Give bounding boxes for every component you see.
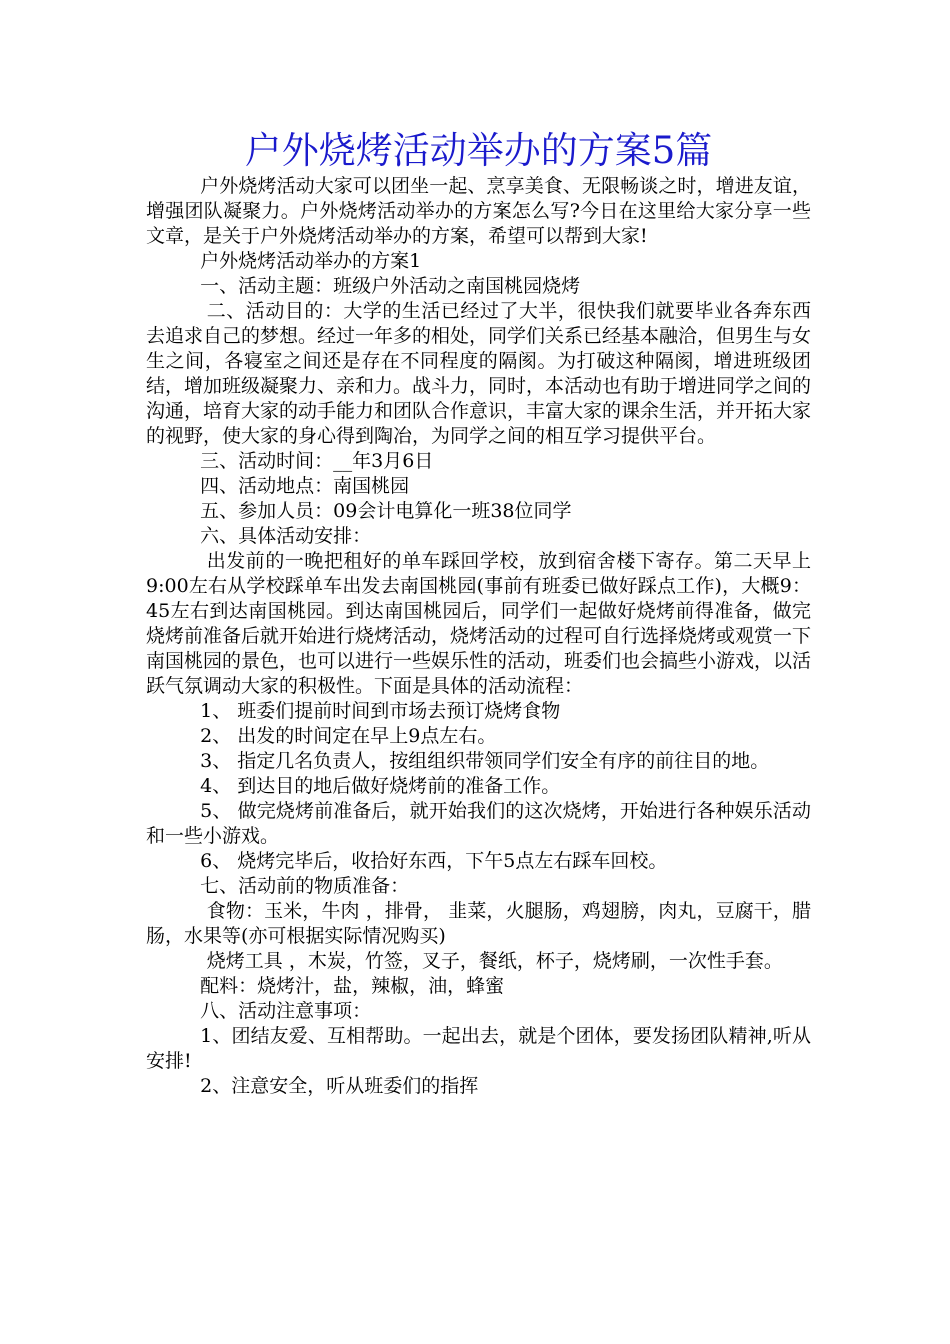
list-item: 1、团结友爱、互相帮助。一起出去，就是个团体，要发扬团队精神,听从安排! [146,1025,811,1072]
list-item: 4、 到达目的地后做好烧烤前的准备工作。 [200,775,561,797]
list-item: 2、 出发的时间定在早上9点左右。 [200,725,497,747]
arrangement-heading: 六、具体活动安排： [200,525,372,547]
intro-paragraph: 户外烧烤活动大家可以团坐一起、烹享美食、无限畅谈之时，增进友谊，增强团队凝聚力。户外烧烤活动举办的方案怎么写?今日在这里给大家分享一些文章，是关于户外烧烤活动举办的方案，希望可以帮到大家! [146,175,811,247]
food-list: 食物：玉米，牛肉 ，排骨， 韭菜，火腿肠，鸡翅膀，肉丸，豆腐干，腊肠，水果等(亦可根据实际情况购买) [146,900,811,947]
section-heading: 户外烧烤活动举办的方案1 [200,250,422,272]
activity-theme: 一、活动主题：班级户外活动之南国桃园烧烤 [200,275,581,297]
document-page [146,128,811,1099]
activity-location: 四、活动地点：南国桃园 [200,475,410,497]
list-item: 5、 做完烧烤前准备后，就开始我们的这次烧烤，开始进行各种娱乐活动和一些小游戏。 [146,800,811,847]
ingredients-list: 配料：烧烤汁，盐，辣椒，油，蜂蜜 [200,975,505,997]
list-item: 3、 指定几名负责人，按组组织带领同学们安全有序的前往目的地。 [200,750,770,772]
participants: 五、参加人员：09会计电算化一班38位同学 [200,500,572,522]
document-body [146,174,811,1099]
notes-heading: 八、活动注意事项： [200,1000,372,1022]
activity-time: 三、活动时间：__年3月6日 [200,450,434,472]
materials-heading: 七、活动前的物质准备： [200,875,410,897]
list-item: 2、注意安全，听从班委们的指挥 [200,1075,479,1097]
list-item: 1、 班委们提前时间到市场去预订烧烤食物 [200,700,561,722]
activity-purpose: 二、活动目的：大学的生活已经过了大半，很快我们就要毕业各奔东西去追求自己的梦想。经过一年多的相处，同学们关系已经基本融洽，但男生与女生之间，各寝室之间还是存在不同程度的隔阂。为打破这种隔阂，增进班级团结，增加班级凝聚力、亲和力。战斗力，同时，本活动也有助于增进同学之间的沟通，培育大家的动手能力和团队合作意识，丰富大家的课余生活，并开拓大家的视野，使大家的身心得到陶冶，为同学之间的相互学习提供平台。 [146,300,812,447]
list-item: 6、 烧烤完毕后，收拾好东西，下午5点左右踩车回校。 [200,850,668,872]
tools-list: 烧烤工具 ，木炭，竹签，叉子，餐纸，杯子，烧烤刷，一次性手套。 [206,950,783,972]
arrangement-paragraph: 出发前的一晚把租好的单车踩回学校，放到宿舍楼下寄存。第二天早上9:00左右从学校踩单车出发去南国桃园(事前有班委已做好踩点工作)，大概9：45左右到达南国桃园。到达南国桃园后，同学们一起做好烧烤前得准备，做完烧烤前准备后就开始进行烧烤活动，烧烤活动的过程可自行选择烧烤或观赏一下南国桃园的景色，也可以进行一些娱乐性的活动，班委们也会搞些小游戏，以活跃气氛调动大家的积极性。下面是具体的活动流程： [146,550,812,697]
document-title: 户外烧烤活动举办的方案5篇 [244,129,713,172]
